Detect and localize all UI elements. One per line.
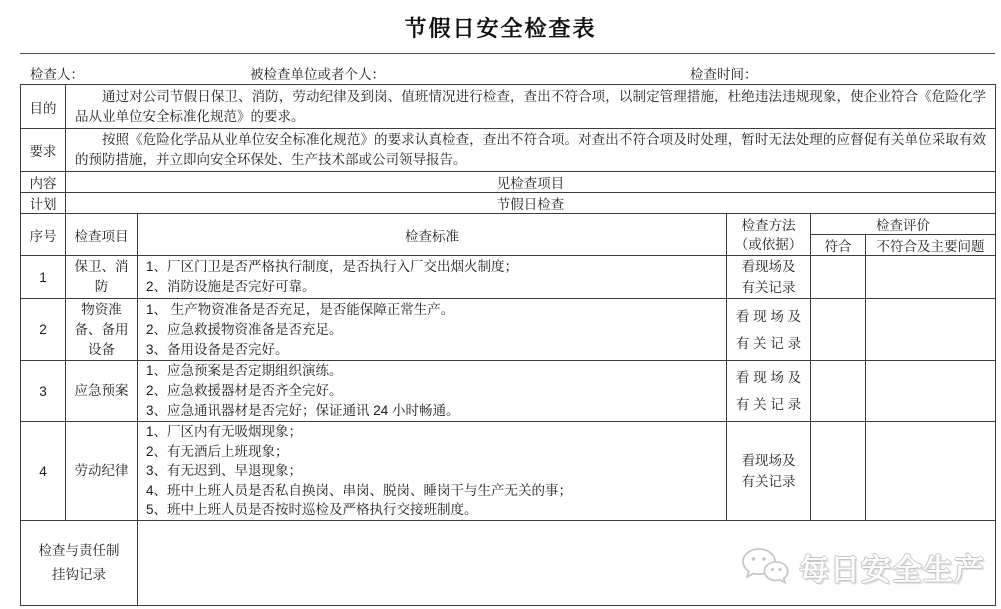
header-method-line2: （或依据） [734,236,803,252]
row-nonconform-cell [866,256,996,299]
requirement-content-cell [66,129,996,172]
requirement-label: 要求 [21,129,66,172]
table-row [21,256,996,299]
standard-line: 1、厂区门卫是否严格执行制度，是否执行入厂交出烟火制度； [146,259,519,274]
content-row [21,172,996,193]
standard-line: 1、应急预案是否定期组织演练。 [146,363,343,378]
header-nonconform: 不符合及主要问题 [866,235,996,256]
header-conform: 符合 [811,235,866,256]
row-method: 看 现 场 及 有 关 记 录 [727,299,811,361]
header-seq: 序号 [21,214,66,256]
row-standards [138,361,727,422]
row-conform-cell [811,256,866,299]
row-method: 看 现 场 及 有 关 记 录 [727,361,811,422]
standard-line: 2、消防设施是否完好可靠。 [146,279,316,294]
page-title: 节假日安全检查表 [404,16,597,41]
standard-line: 1、厂区内有无吸烟现象； [146,424,303,440]
plan-label: 计划 [21,193,66,214]
inspector-label: 检查人： [30,67,84,82]
standard-line: 3、应急通讯器材是否完好；保证通讯 24 小时畅通。 [146,403,460,418]
inspection-time-label: 检查时间： [690,67,758,82]
standard-line: 5、班中上班人员是否按时巡检及严格执行交接班制度。 [146,502,478,518]
row-conform-cell [811,422,866,521]
info-bar [20,61,995,83]
row-standards [138,422,727,521]
table-row [21,361,996,422]
row-conform-cell [811,299,866,361]
footer-row [21,521,996,606]
requirement-text: 按照《危险化学品从业单位安全标准化规范》的要求认真检查，查出不符合项。对查出不符合项及时处理，暂时无法处理的应督促有关单位采取有效的预防措施，并立即向安全环保处、生产技术部或公司领导报告。 [75,132,987,167]
requirement-row [21,129,996,172]
content-label: 内容 [21,172,66,193]
footer-label-cell [21,521,138,606]
standard-line: 1、 生产物资准备是否充足，是否能保障正常生产。 [146,301,455,317]
row-item: 劳动纪律 [66,422,138,521]
content-text: 见检查项目 [66,172,996,193]
header-item: 检查项目 [66,214,138,256]
purpose-content-cell [66,85,996,129]
standard-line: 2、应急救援器材是否齐全完好。 [146,383,343,398]
row-seq: 4 [21,422,66,521]
row-method: 看现场及 有关记录 [727,256,811,299]
row-standards [138,256,727,299]
standard-line: 4、班中上班人员是否私自换岗、串岗、脱岗、睡岗干与生产无关的事； [146,482,573,498]
header-method-line1: 检查方法 [741,217,796,233]
purpose-row [21,85,996,129]
row-standards [138,299,727,361]
table-row [21,299,996,361]
row-seq: 2 [21,299,66,361]
row-item: 保卫、消防 [66,256,138,299]
header-standard: 检查标准 [138,214,727,256]
wechat-bubbles-icon [739,546,791,588]
row-nonconform-cell [866,422,996,521]
row-item: 应急预案 [66,361,138,422]
row-item: 物资准备、备用设备 [66,299,138,361]
row-conform-cell [811,361,866,422]
row-seq: 1 [21,256,66,299]
header-evaluation: 检查评价 [811,214,996,235]
table-header-row [21,214,996,235]
inspected-unit-label: 被检查单位或者个人： [250,67,385,82]
watermark-text: 每日安全生产 [799,554,986,587]
watermark [739,545,985,589]
footer-label: 检查与责任制挂钩记录 [38,543,120,582]
standard-line: 3、备用设备是否完好。 [146,341,289,357]
inspection-table [20,84,996,606]
standard-line: 2、应急救援物资准备是否充足。 [146,321,343,337]
purpose-text: 通过对公司节假日保卫、消防，劳动纪律及到岗、值班情况进行检查，查出不符合项，以制定管理措施，杜绝违法违规现象，使企业符合《危险化学品从业单位安全标准化规范》的要求。 [75,88,987,124]
header-method [727,214,811,256]
row-seq: 3 [21,361,66,422]
purpose-label: 目的 [21,85,66,129]
row-nonconform-cell [866,299,996,361]
table-row [21,422,996,521]
plan-text: 节假日检查 [66,193,996,214]
standard-line: 3、有无迟到、早退现象； [146,463,303,479]
plan-row [21,193,996,214]
row-method: 看现场及 有关记录 [727,422,811,521]
standard-line: 2、有无酒后上班现象； [146,443,289,459]
header-divider [20,53,995,54]
footer-record-cell [138,521,996,606]
row-nonconform-cell [866,361,996,422]
